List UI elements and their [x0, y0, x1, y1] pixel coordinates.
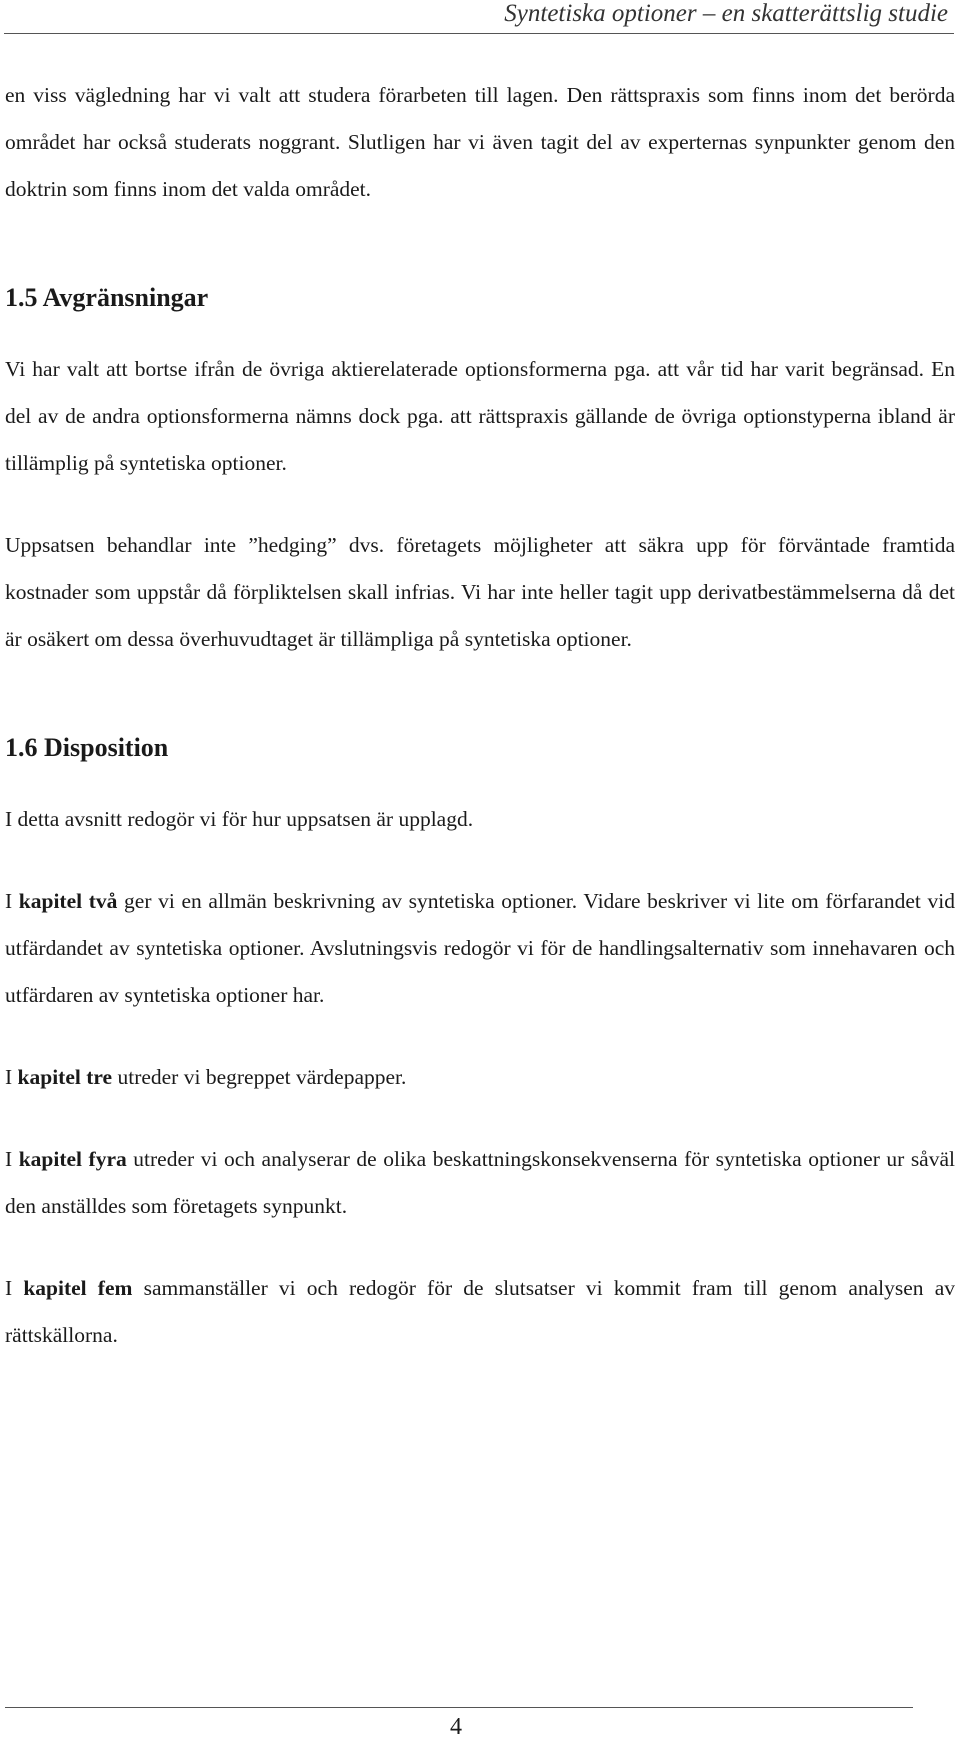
header-rule [4, 33, 954, 34]
chapter-four-prefix: I [5, 1147, 19, 1171]
avgransningar-paragraph-2: Uppsatsen behandlar inte ”hedging” dvs. företagets möjligheter att säkra upp för förväntade framtida kostnader som uppstår då förpliktelsen skall infrias. Vi har inte heller tagit upp derivatbestämmelserna då det är osäkert om dessa överhuvudtaget är tillämpliga på syntetiska optioner. [5, 533, 955, 651]
disposition-intro-paragraph: I detta avsnitt redogör vi för hur uppsatsen är upplagd. [5, 807, 474, 831]
section-heading-disposition: 1.6 Disposition [5, 733, 169, 762]
page-number: 4 [450, 1714, 462, 1740]
spacer [5, 663, 955, 698]
chapter-four-paragraph [5, 1136, 955, 1230]
chapter-five-bold: kapitel fem [23, 1276, 133, 1300]
chapter-three-bold: kapitel tre [17, 1065, 113, 1089]
spacer [5, 321, 955, 346]
chapter-three-prefix: I [5, 1065, 18, 1089]
chapter-three-paragraph [5, 1054, 955, 1101]
spacer [5, 1101, 955, 1136]
chapter-two-bold: kapitel två [18, 889, 118, 913]
chapter-five-text: sammanställer vi och redogör för de slutsatser vi kommit fram till genom analysen av rättskällorna. [5, 1276, 955, 1347]
chapter-three-text: utreder vi begreppet värdepapper. [112, 1065, 407, 1089]
spacer [5, 487, 955, 522]
page-content [5, 72, 955, 1359]
spacer [5, 213, 955, 248]
section-heading-avgransningar: 1.5 Avgränsningar [5, 283, 209, 312]
spacer [5, 698, 955, 724]
spacer [5, 1019, 955, 1054]
chapter-two-paragraph [5, 878, 955, 1019]
running-header: Syntetiska optioner – en skatterättslig studie [504, 0, 948, 27]
spacer [5, 248, 955, 274]
chapter-four-text: utreder vi och analyserar de olika beskattningskonsekvenserna för syntetiska optioner ur såväl den anställdes som företagets synpunkt. [5, 1147, 955, 1218]
chapter-five-paragraph [5, 1265, 955, 1359]
chapter-two-text: ger vi en allmän beskrivning av syntetiska optioner. Vidare beskriver vi lite om förfarandet vid utfärdandet av syntetiska optioner. Avslutningsvis redogör vi för de handlingsalternativ som innehavaren och utfärdaren av syntetiska optioner har. [5, 889, 955, 1007]
chapter-two-prefix: I [5, 889, 19, 913]
chapter-four-bold: kapitel fyra [18, 1147, 127, 1171]
spacer [5, 771, 955, 796]
chapter-five-prefix: I [5, 1276, 24, 1300]
spacer [5, 843, 955, 878]
spacer [5, 1230, 955, 1265]
avgransningar-paragraph-1: Vi har valt att bortse ifrån de övriga aktierelaterade optionsformerna pga. att vår tid har varit begränsad. En del av de andra optionsformerna nämns dock pga. att rättspraxis gällande de övriga optionstyperna ibland är tillämplig på syntetiska optioner. [5, 357, 955, 475]
footer-rule [5, 1707, 913, 1708]
intro-paragraph: en viss vägledning har vi valt att studera förarbeten till lagen. Den rättspraxis som finns inom det berörda området har också studerats noggrant. Slutligen har vi även tagit del av experternas synpunkter genom den doktrin som finns inom det valda området. [5, 83, 955, 201]
